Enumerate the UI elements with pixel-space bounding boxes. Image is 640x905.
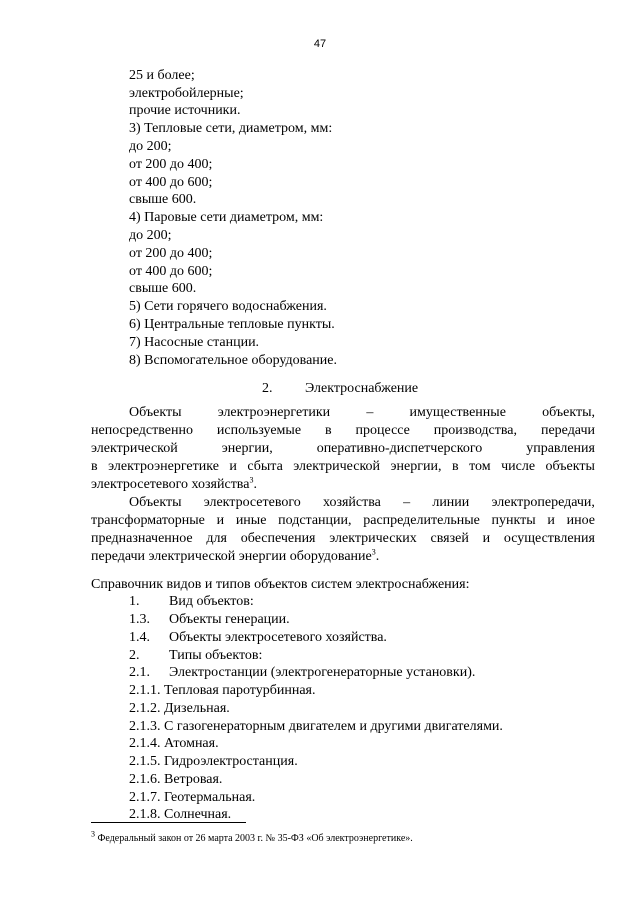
footnote-ref[interactable]: 3: [371, 547, 376, 557]
paragraph-line: предназначенное для обеспечения электрических связей и осуществления: [91, 531, 595, 546]
list-line: до 200;: [129, 139, 172, 154]
paragraph-line: Объекты электросетевого хозяйства – линии электропередачи,: [129, 495, 595, 510]
footnote: $^3$ Федеральный закон от 26 марта 2003 г. № 35-ФЗ «Об электроэнергетике».: [91, 829, 413, 844]
directory-subitem: 2.1.7. Геотермальная.: [129, 790, 256, 805]
list-line: от 200 до 400;: [129, 246, 213, 261]
directory-title: Справочник видов и типов объектов систем электроснабжения:: [91, 577, 470, 592]
list-line: до 200;: [129, 228, 172, 243]
directory-item: 1.3. Объекты генерации.: [129, 612, 290, 627]
footnote-ref[interactable]: 3: [249, 475, 254, 485]
paragraph-line: трансформаторные и иные подстанции, распределительные пункты и иное: [91, 513, 595, 528]
directory-subitem: 2.1.3. С газогенераторным двигателем и другими двигателями.: [129, 719, 503, 734]
directory-subitem: 2.1.5. Гидроэлектростанция.: [129, 754, 298, 769]
footnote-number: 3: [91, 829, 95, 839]
list-line: от 400 до 600;: [129, 175, 213, 190]
page-number: 47: [313, 38, 327, 50]
list-line: 7) Насосные станции.: [129, 335, 260, 350]
directory-subitem: 2.1.1. Тепловая паротурбинная.: [129, 683, 316, 698]
list-line: свыше 600.: [129, 281, 197, 296]
directory-item: 2. Типы объектов:: [129, 648, 263, 663]
section-number: 2.: [262, 381, 273, 396]
list-line: 25 и более;: [129, 68, 195, 83]
directory-item: 2.1. Электростанции (электрогенераторные установки).: [129, 665, 476, 680]
list-line: от 400 до 600;: [129, 264, 213, 279]
list-line: 4) Паровые сети диаметром, мм:: [129, 210, 324, 225]
directory-item: 1.4. Объекты электросетевого хозяйства.: [129, 630, 387, 645]
list-line: прочие источники.: [129, 103, 241, 118]
paragraph-line: Объекты электроэнергетики – имущественные объекты,: [129, 405, 595, 420]
list-line: от 200 до 400;: [129, 157, 213, 172]
directory-subitem: 2.1.8. Солнечная.: [129, 807, 232, 822]
directory-subitem: 2.1.4. Атомная.: [129, 736, 219, 751]
list-line: 5) Сети горячего водоснабжения.: [129, 299, 327, 314]
footnote-separator: [91, 822, 246, 823]
directory-subitem: 2.1.6. Ветровая.: [129, 772, 223, 787]
list-line: свыше 600.: [129, 192, 197, 207]
paragraph-line: электрической энергии, оперативно-диспетчерского управления: [91, 441, 595, 456]
paragraph-line: передачи электрической энергии оборудование$^3$.: [91, 547, 380, 564]
paragraph-line: в электроэнергетике и сбыта электрической энергии, в том числе объекты: [91, 459, 595, 474]
list-line: 8) Вспомогательное оборудование.: [129, 353, 337, 368]
list-line: 6) Центральные тепловые пункты.: [129, 317, 335, 332]
paragraph-line: непосредственно используемые в процессе производства, передачи: [91, 423, 595, 438]
directory-item: 1. Вид объектов:: [129, 594, 254, 609]
list-line: 3) Тепловые сети, диаметром, мм:: [129, 121, 333, 136]
list-line: электробойлерные;: [129, 86, 244, 101]
directory-subitem: 2.1.2. Дизельная.: [129, 701, 230, 716]
section-title: Электроснабжение: [305, 381, 419, 396]
paragraph-line: электросетевого хозяйства$^3$.: [91, 475, 257, 492]
